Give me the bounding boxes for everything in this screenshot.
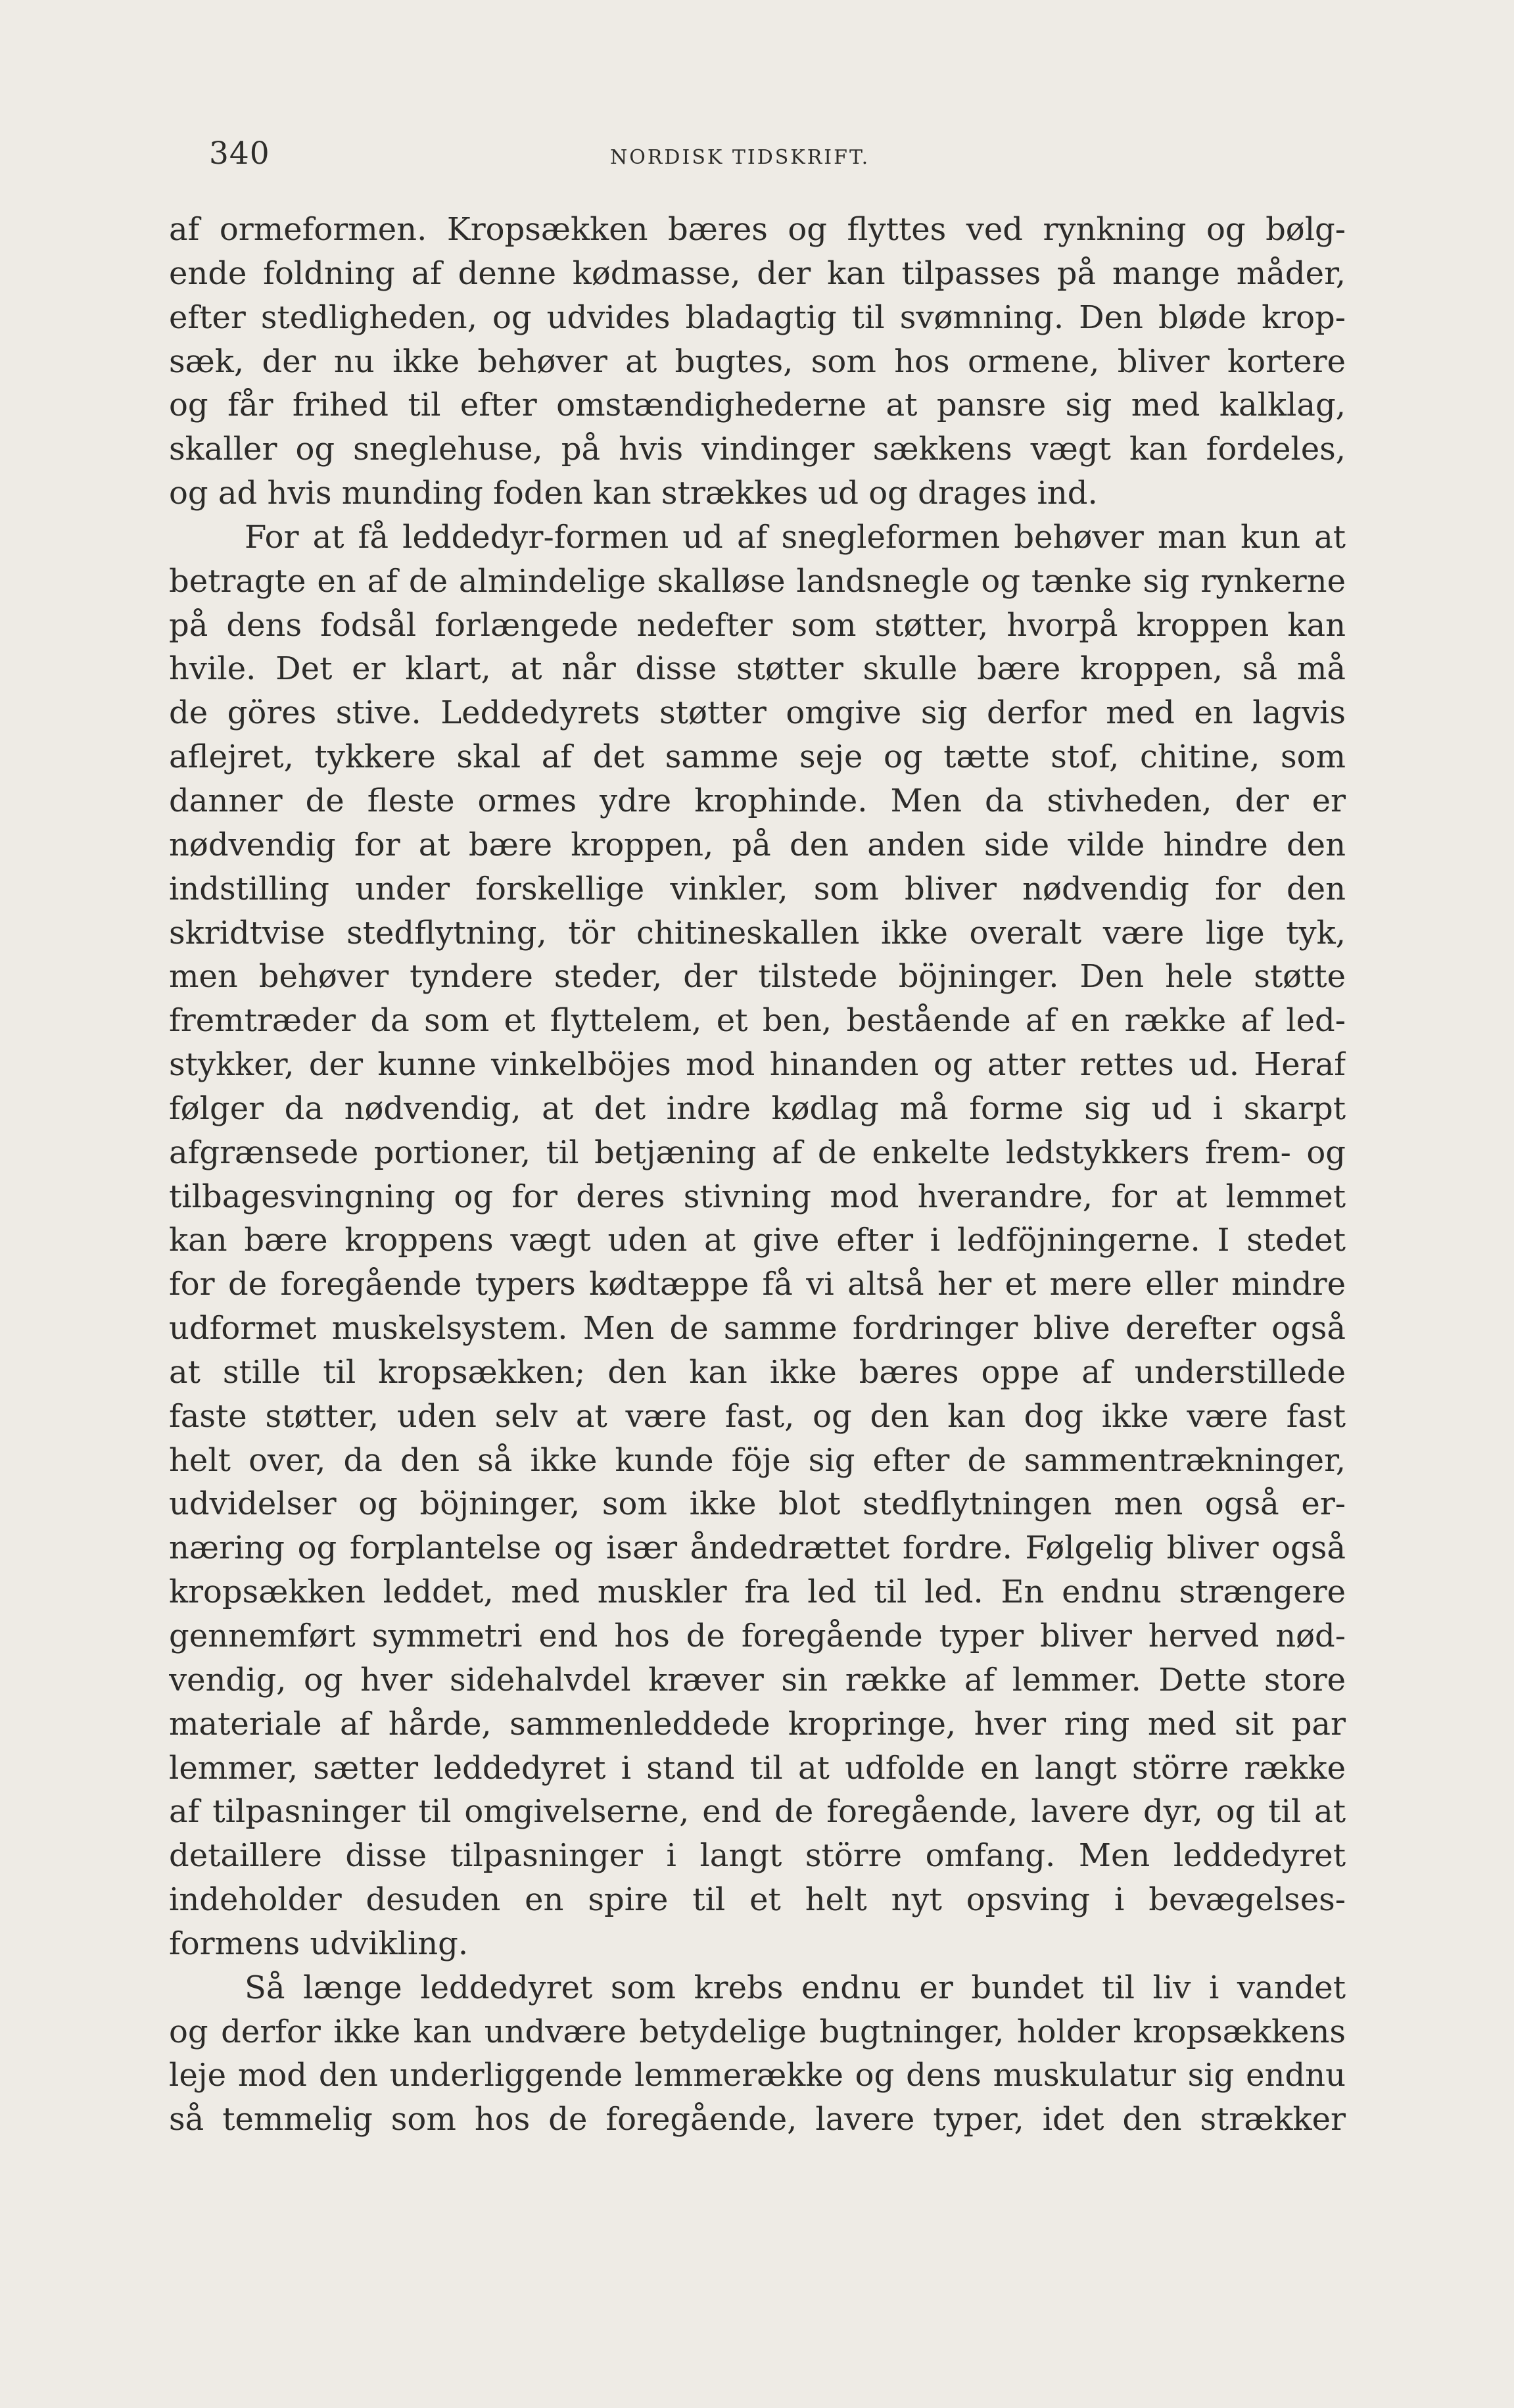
text-line: og ad hvis munding foden kan strækkes ud og drages ind.	[169, 475, 1098, 512]
text-line: lemmer, sætter leddedyret i stand til at udfolde en langt större række	[169, 1749, 1346, 1787]
text-line: materiale af hårde, sammenleddede kropringe, hver ring med sit par	[169, 1705, 1346, 1743]
text-line: kropsækken leddet, med muskler fra led til led. En endnu strængere	[169, 1574, 1346, 1611]
text-line: for de foregående typers kødtæppe få vi altså her et mere eller mindre	[169, 1266, 1346, 1303]
text-line: udvidelser og böjninger, som ikke blot stedflytningen men også er-	[169, 1485, 1346, 1523]
text-line: hvile. Det er klart, at når disse støtter skulle bære kroppen, så må	[169, 650, 1346, 688]
text-line: stykker, der kunne vinkelböjes mod hinanden og atter rettes ud. Heraf	[169, 1046, 1346, 1084]
text-line: indstilling under forskellige vinkler, som bliver nødvendig for den	[169, 870, 1346, 907]
text-line: næring og forplantelse og især åndedrættet fordre. Følgelig bliver også	[169, 1529, 1346, 1567]
text-line: ende foldning af denne kødmasse, der kan tilpasses på mange måder,	[169, 254, 1346, 292]
text-line: tilbagesvingning og for deres stivning mod hverandre, for at lemmet	[169, 1178, 1346, 1215]
text-line: skaller og sneglehuse, på hvis vindinger sækkens vægt kan fordeles,	[169, 431, 1346, 468]
text-line: faste støtter, uden selv at være fast, og den kan dog ikke være fast	[169, 1397, 1346, 1435]
text-line: sæk, der nu ikke behøver at bugtes, som hos ormene, bliver kortere	[169, 343, 1346, 380]
text-line: de göres stive. Leddedyrets støtter omgive sig derfor med en lagvis	[169, 694, 1346, 732]
text-line: helt over, da den så ikke kunde föje sig efter de sammentrækninger,	[169, 1441, 1346, 1479]
text-line: Så længe leddedyret som krebs endnu er bundet til liv i vandet	[245, 1969, 1346, 2006]
text-line: på dens fodsål forlængede nedefter som støtter, hvorpå kroppen kan	[169, 606, 1346, 644]
body-text	[169, 208, 1346, 2142]
text-line: For at få leddedyr-formen ud af snegleformen behøver man kun at	[245, 518, 1346, 556]
running-head: NORDISK TIDSKRIFT.	[610, 146, 870, 169]
text-line: gennemført symmetri end hos de foregående typer bliver herved nød-	[169, 1618, 1346, 1654]
text-line: så temmelig som hos de foregående, lavere typer, idet den strækker	[169, 2101, 1346, 2138]
text-line: og får frihed til efter omstændighederne at pansre sig med kalklag,	[169, 387, 1346, 424]
text-line: indeholder desuden en spire til et helt nyt opsving i bevægelses-	[169, 1881, 1346, 1919]
text-line: at stille til kropsækken; den kan ikke bæres oppe af understillede	[169, 1353, 1346, 1391]
page-number: 340	[209, 135, 270, 172]
text-line: aflejret, tykkere skal af det samme seje og tætte stof, chitine, som	[169, 738, 1346, 776]
text-line: formens udvikling.	[169, 1925, 469, 1962]
text-line: leje mod den underliggende lemmerække og dens muskulatur sig endnu	[169, 2057, 1346, 2094]
text-line: nødvendig for at bære kroppen, på den anden side vilde hindre den	[169, 826, 1346, 863]
text-line: skridtvise stedflytning, tör chitineskallen ikke overalt være lige tyk,	[169, 914, 1346, 951]
page-header	[0, 135, 1514, 181]
text-line: betragte en af de almindelige skalløse landsnegle og tænke sig rynkerne	[169, 562, 1346, 600]
text-line: afgrænsede portioner, til betjæning af de enkelte ledstykkers frem- og	[169, 1134, 1346, 1171]
text-line: og derfor ikke kan undvære betydelige bugtninger, holder kropsækkens	[169, 2013, 1346, 2050]
text-line: af ormeformen. Kropsækken bæres og flyttes ved rynkning og bølg-	[169, 211, 1346, 248]
text-line: detaillere disse tilpasninger i langt större omfang. Men leddedyret	[169, 1837, 1346, 1875]
text-line: efter stedligheden, og udvides bladagtig til svømning. Den bløde krop-	[169, 299, 1346, 336]
text-line: vendig, og hver sidehalvdel kræver sin række af lemmer. Dette store	[169, 1661, 1346, 1698]
text-line: men behøver tyndere steder, der tilstede böjninger. Den hele støtte	[169, 958, 1346, 996]
text-line: udformet muskelsystem. Men de samme fordringer blive derefter også	[169, 1310, 1346, 1347]
text-line: fremtræder da som et flyttelem, et ben, bestående af en række af led-	[169, 1002, 1346, 1040]
text-line: danner de fleste ormes ydre krophinde. Men da stivheden, der er	[169, 782, 1346, 819]
text-line: følger da nødvendig, at det indre kødlag må forme sig ud i skarpt	[169, 1090, 1346, 1127]
text-line: af tilpasninger til omgivelserne, end de foregående, lavere dyr, og til at	[169, 1793, 1346, 1831]
text-line: kan bære kroppens vægt uden at give efter i ledföjningerne. I stedet	[169, 1222, 1346, 1259]
